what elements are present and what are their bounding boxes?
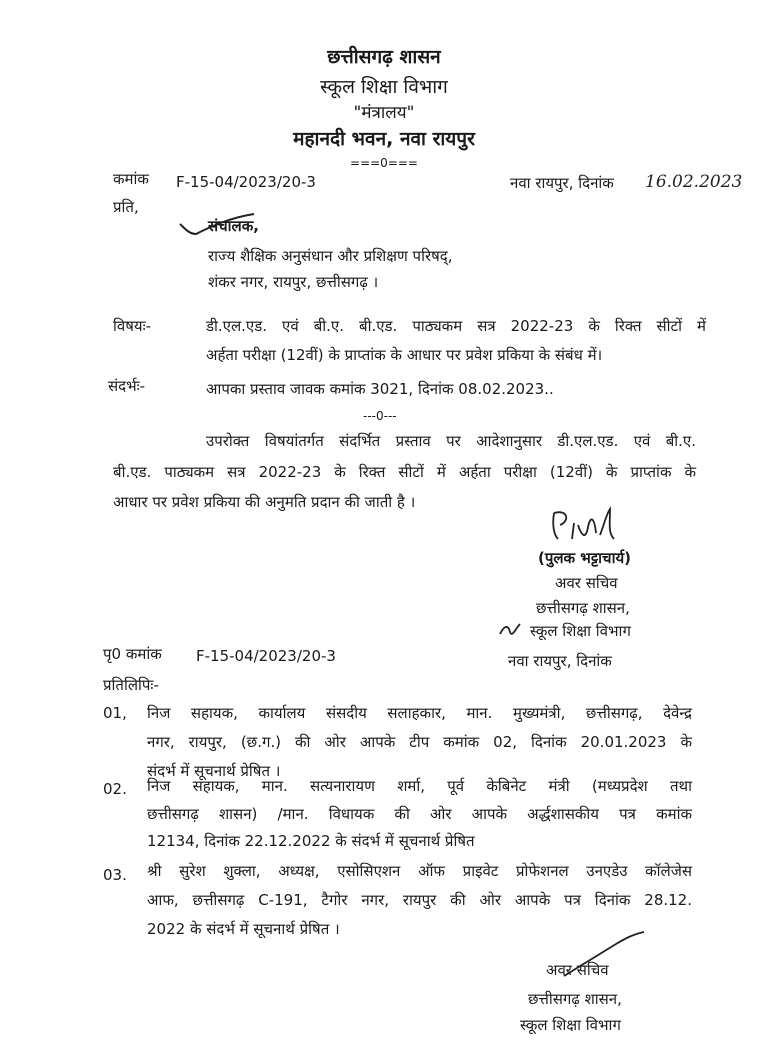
copy-label: प्रतिलिपिः- bbox=[103, 676, 159, 694]
order-number-label: कमांक bbox=[113, 170, 149, 188]
copy-item-number: 02. bbox=[103, 780, 127, 798]
endorsement-place-date: नवा रायपुर, दिनांक bbox=[508, 652, 612, 670]
body-line-1: उपरोक्त विषयांतर्गत संदर्भित प्रस्ताव पर आदेशानुसार डी.एल.एड. एवं बी.ए. bbox=[206, 432, 696, 450]
body-line-2: बी.एड. पाठ्यकम सत्र 2022-23 के रिक्त सीटों में अर्हता परीक्षा (12वीं) के प्राप्तांक के bbox=[113, 463, 696, 481]
reference-text: आपका प्रस्ताव जावक कमांक 3021, दिनांक 08.02.2023.. bbox=[206, 380, 554, 398]
subject-line-2: अर्हता परीक्षा (12वीं) के प्राप्तांक के आधार पर प्रवेश प्रकिया के संबंध में। bbox=[206, 346, 603, 364]
copy-item-line: 2022 के संदर्भ में सूचनार्थ प्रेषित । bbox=[147, 920, 340, 938]
endorsement-signatory-designation: अवर सचिव bbox=[546, 961, 609, 979]
header-government: छत्तीसगढ़ शासन bbox=[327, 46, 441, 68]
body-line-3: आधार पर प्रवेश प्रकिया की अनुमति प्रदान की जाती है । bbox=[113, 493, 416, 511]
copy-item-line: आफ, छत्तीसगढ़ C-191, टैगोर नगर, रायपुर की ओर आपके पत्र दिनांक 28.12. bbox=[147, 891, 692, 909]
subject-line-1: डी.एल.एड. एवं बी.ए. बी.एड. पाठ्यकम सत्र 2022-23 के रिक्त सीटों में bbox=[206, 317, 706, 335]
addressee-line-3: शंकर नगर, रायपुर, छत्तीसगढ़ । bbox=[208, 273, 379, 291]
copy-item-line: 12134, दिनांक 22.12.2022 के संदर्भ में सूचनार्थ प्रेषित bbox=[147, 832, 475, 850]
copy-item-line: छत्तीसगढ़ शासन) /मान. विधायक की ओर आपके अर्द्धशासकीय पत्र कमांक bbox=[147, 805, 692, 823]
order-number: F-15-04/2023/20-3 bbox=[176, 173, 316, 191]
to-label: प्रति, bbox=[113, 198, 139, 216]
signature-icon bbox=[548, 505, 628, 545]
endorsement-number-label: पृ0 कमांक bbox=[103, 645, 162, 663]
endorsement-number: F-15-04/2023/20-3 bbox=[196, 647, 336, 665]
endorsement-signatory-government: छत्तीसगढ़ शासन, bbox=[528, 990, 622, 1008]
endorsement-signatory-department: स्कूल शिक्षा विभाग bbox=[520, 1016, 621, 1034]
signatory-designation: अवर सचिव bbox=[555, 574, 618, 592]
subject-label: विषयः- bbox=[113, 317, 152, 335]
signatory-name: (पुलक भट्टाचार्य) bbox=[538, 549, 632, 567]
header-department: स्कूल शिक्षा विभाग bbox=[320, 76, 448, 98]
reference-label: संदर्भः- bbox=[108, 377, 146, 395]
order-place-date-label: नवा रायपुर, दिनांक bbox=[510, 174, 614, 192]
addressee-line-2: राज्य शैक्षिक अनुसंधान और प्रशिक्षण परिषद्, bbox=[208, 247, 453, 265]
body-separator: ---0--- bbox=[363, 409, 397, 423]
signatory-government: छत्तीसगढ़ शासन, bbox=[536, 599, 630, 617]
copy-item-number: 03. bbox=[103, 866, 127, 884]
header-address: महानदी भवन, नवा रायपुर bbox=[293, 128, 475, 150]
signatory-department: स्कूल शिक्षा विभाग bbox=[530, 622, 631, 640]
order-date-handwritten: 16.02.2023 bbox=[645, 172, 743, 192]
copy-item-line: संदर्भ में सूचनार्थ प्रेषित । bbox=[147, 762, 281, 780]
copy-item-line: नगर, रायपुर, (छ.ग.) की ओर आपके टीप कमांक 02, दिनांक 20.01.2023 के bbox=[147, 733, 692, 751]
addressee-line-1: संचालक, bbox=[208, 217, 259, 235]
initials-mark-icon bbox=[498, 620, 522, 640]
header-mantralaya: "मंत्रालय" bbox=[353, 103, 415, 123]
copy-item-number: 01, bbox=[103, 704, 127, 722]
copy-item-line: निज सहायक, कार्यालय संसदीय सलाहकार, मान. मुख्यमंत्री, छत्तीसगढ़, देवेन्द्र bbox=[147, 704, 692, 722]
copy-item-line: निज सहायक, मान. सत्यनारायण शर्मा, पूर्व केबिनेट मंत्री (मध्यप्रदेश तथा bbox=[147, 777, 692, 795]
copy-item-line: श्री सुरेश शुक्ला, अध्यक्ष, एसोसिएशन ऑफ प्राइवेट प्रोफेशनल उनएडेउ कॉलेजेस bbox=[147, 862, 692, 880]
header-separator: ===0=== bbox=[350, 156, 418, 170]
